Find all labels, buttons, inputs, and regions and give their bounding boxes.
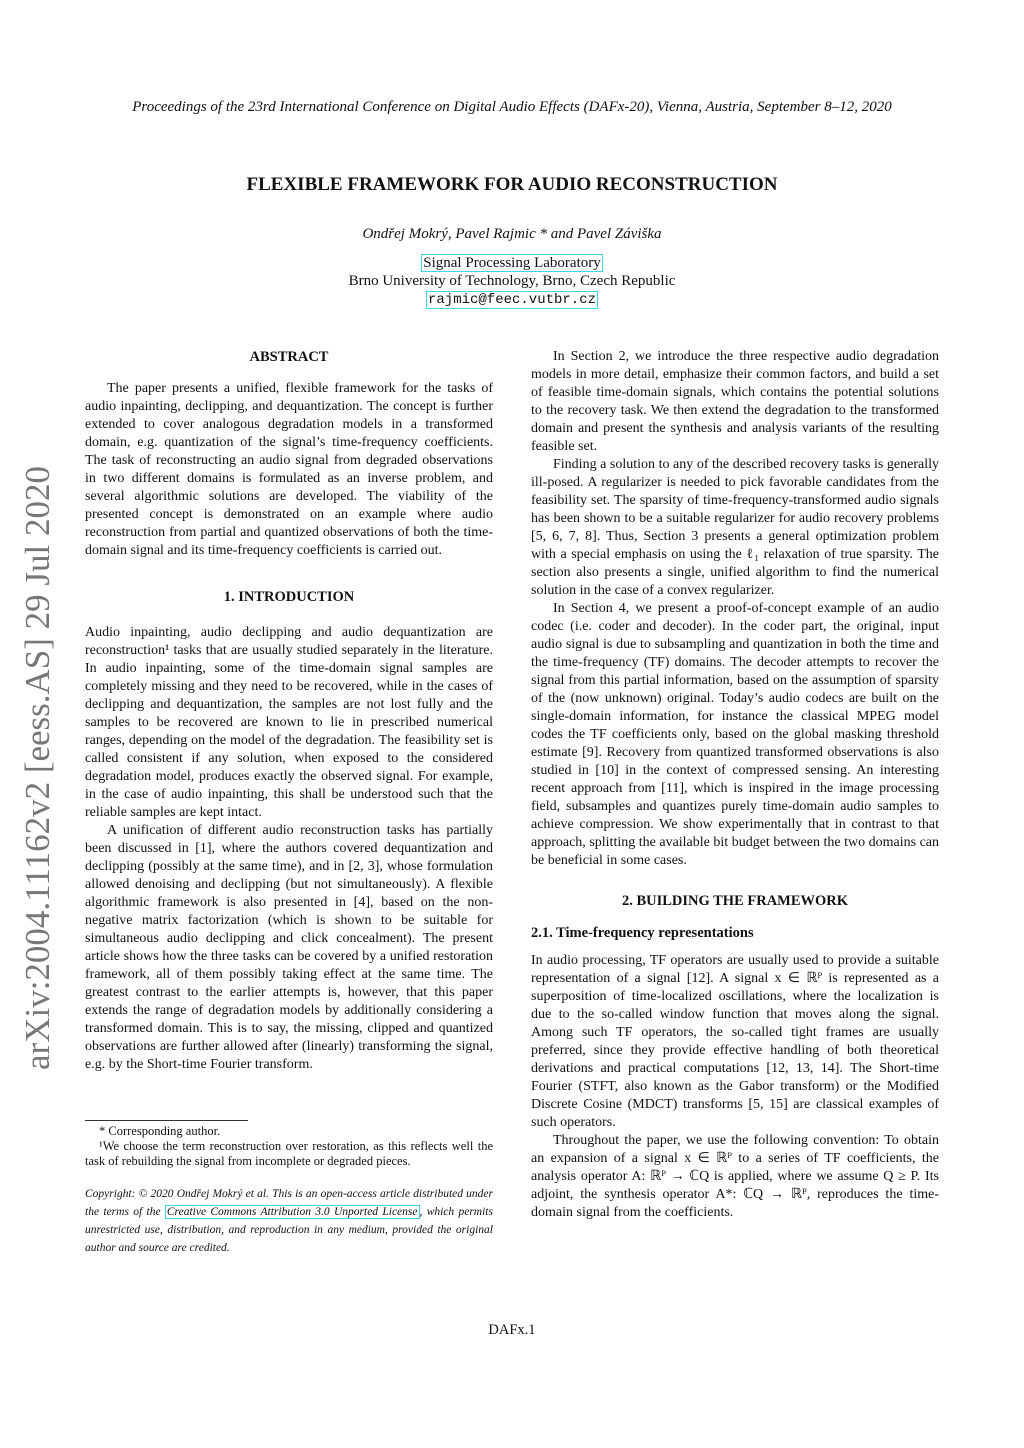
license-link[interactable]: Creative Commons Attribution 3.0 Unported License <box>166 1206 418 1218</box>
right-column <box>531 348 939 1222</box>
copyright-text-end: , which permits unrestricted use, distribution, and reproduction in any medium, provided the original author and source are credited. <box>85 1206 493 1254</box>
footnotes <box>85 1124 493 1169</box>
intro-heading: 1. INTRODUCTION <box>223 589 355 605</box>
lab-link[interactable]: Signal Processing Laboratory <box>423 255 601 271</box>
abstract-text: The paper presents a unified, flexible framework for the tasks of audio inpainting, declipping, and dequantization. The concept is further extended to cover analogous degradation models in a transformed domain, e.g. quantization of the signal’s time-frequency coefficients. The task of reconstructing an audio signal from degraded observations in two different domains is formulated as an inverse problem, and several algorithmic solutions are developed. The viability of the presented concept is demonstrated on an example where audio reconstruction from partial and quantized observations of both the time-domain signal and its time-frequency coefficients is carried out. <box>85 381 493 558</box>
arxiv-stamp: arXiv:2004.11162v2 [eess.AS] 29 Jul 2020 <box>18 465 57 1070</box>
right-paragraph-4: In audio processing, TF operators are usually used to provide a suitable representation of a signal [12]. A signal x ∈ ℝᴾ is represented as a superposition of time-localized oscillations, where the localization is due to the so-called window function that moves along the signal. Among such TF operators, the so-called tight frames are usually preferred, since they provide effective handling of both theoretical derivations and practical computations [12, 13, 14]. The Short-time Fourier (STFT, also known as the Gabor transform) or the Modified Discrete Cosine (MDCT) transforms [5, 15] are classical examples of such operators. <box>531 953 939 1130</box>
left-column <box>85 348 493 1074</box>
footnote-rule <box>85 1120 248 1121</box>
footnote-corresponding: * Corresponding author. <box>99 1124 221 1138</box>
email-link[interactable]: rajmic@feec.vutbr.cz <box>427 292 597 308</box>
running-header: Proceedings of the 23rd International Conference on Digital Audio Effects (DAFx-20), Vienna, Austria, September 8–12, 2020 <box>132 99 892 115</box>
subsection-2-1-heading: 2.1. Time-frequency representations <box>531 925 754 941</box>
footnote-1: ¹We choose the term reconstruction over restoration, as this reflects well the task of rebuilding the signal from incomplete or degraded pieces. <box>85 1139 493 1168</box>
affiliation <box>0 254 1024 309</box>
right-paragraph-1: In Section 2, we introduce the three respective audio degradation models in more detail, emphasize their common factors, and build a set of feasible time-domain signals, which contains the potential solutions to the recovery task. We then extend the degradation to the transformed domain and present the synthesis and analysis variants of the resulting feasible set. <box>531 349 939 454</box>
right-paragraph-5: Throughout the paper, we use the following convention: To obtain an expansion of a signal x ∈ ℝᴾ to a series of TF coefficients, the analysis operator A: ℝᴾ → ℂQ is applied, where we assume Q ≥ P. Its adjoint, the synthesis operator A*: ℂQ → ℝᴾ, reproduces the time-domain signal from the coefficients. <box>531 1133 939 1220</box>
section-2-heading: 2. BUILDING THE FRAMEWORK <box>621 893 849 909</box>
intro-paragraph-2: A unification of different audio reconstruction tasks has partially been discussed in [1], where the authors covered dequantization and declipping (possibly at the same time), and in [2, 3], whose formulation allowed denoising and declipping (but not simultaneously). A flexible algorithmic framework is also presented in [4], based on the non-negative matrix factorization (which is shown to be suitable for simultaneous audio declipping and click concealment). The present article shows how the three tasks can be covered by a unified restoration framework, all of them possibly taking effect at the same time. The greatest contrast to the earlier attempts is, however, that this paper extends the range of degradation models by additionally considering a transformed domain. This is to say, the missing, clipped and quantized observations are further allowed after (linearly) transforming the signal, e.g. by the Short-time Fourier transform. <box>85 823 493 1072</box>
copyright-notice <box>85 1185 493 1257</box>
abstract-heading: ABSTRACT <box>249 349 329 365</box>
intro-paragraph-1: Audio inpainting, audio declipping and audio dequantization are reconstruction¹ tasks that are usually studied separately in the literature. In audio inpainting, some of the time-domain signal samples are completely missing and they need to be recovered, while in the cases of declipping and dequantization, the samples are not lost fully and the samples to be recovered are known to lie in prescribed numerical ranges, depending on the model of the degradation. The feasibility set is called consistent if any solution, when exposed to the considered degradation model, produces exactly the observed signal. For example, in the case of audio inpainting, this shall be understood such that the reliable samples are kept intact. <box>85 625 493 820</box>
right-paragraph-3: In Section 4, we present a proof-of-concept example of an audio codec (i.e. coder and decoder). In the coder part, the original, input audio signal is due to subsampling and quantization in both the time and the time-frequency (TF) domains. The decoder attempts to recover the signal from this partial information, based on the assumption of sparsity of the (now unknown) original. Today’s audio codecs are built on the single-domain information, for instance the classical MPEG model codes the TF coefficients only, based on the global masking threshold estimate [9]. Recovery from quantized transformed observations is also studied in [10] in the context of compressed sensing. An interesting recent approach from [11], which is inspired in the image processing field, subsamples and quantizes purely time-domain audio samples to achieve compression. We show experimentally that in contrast to that approach, splitting the available bit budget between the two domains can be beneficial in some cases. <box>531 601 939 868</box>
paper-title: FLEXIBLE FRAMEWORK FOR AUDIO RECONSTRUCTION <box>246 174 778 195</box>
university: Brno University of Technology, Brno, Czech Republic <box>348 273 676 289</box>
copyright-text: Copyright: © 2020 Ondřej Mokrý et al. This is an open-access article distributed under the terms of the <box>85 1188 493 1218</box>
page-number: DAFx.1 <box>488 1322 536 1338</box>
right-paragraph-2: Finding a solution to any of the described recovery tasks is generally ill-posed. A regularizer is needed to pick favorable candidates from the feasibility set. The sparsity of time-frequency-transformed audio signals has been shown to be a suitable regularizer for audio recovery problems [5, 6, 7, 8]. Thus, Section 3 presents a general optimization problem with a special emphasis on using the ℓ₁ relaxation of true sparsity. The section also presents a single, unified algorithm to find the numerical solution in the case of a convex regularizer. <box>531 457 939 598</box>
author-list: Ondřej Mokrý, Pavel Rajmic * and Pavel Záviška <box>362 226 662 242</box>
